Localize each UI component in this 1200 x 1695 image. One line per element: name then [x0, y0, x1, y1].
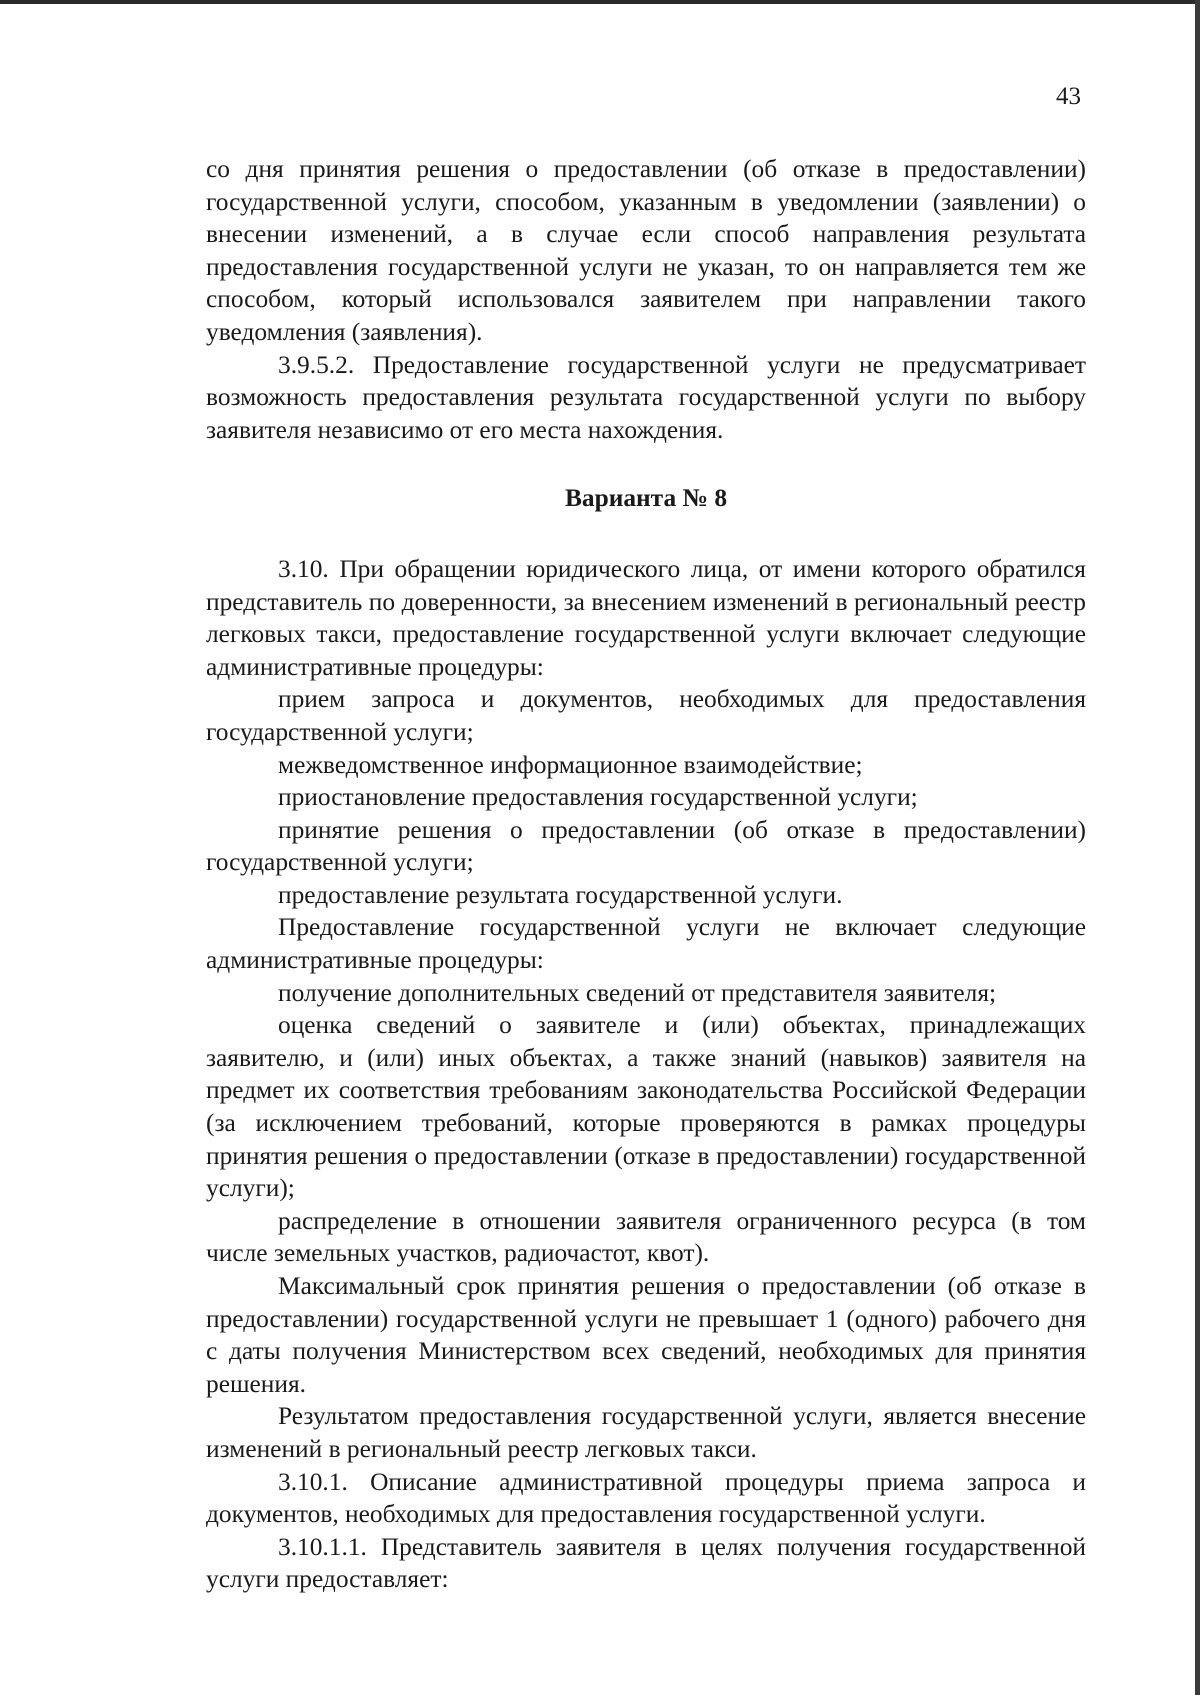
paragraph-max-term: Максимальный срок принятия решения о предоставлении (об отказе в предоставлении) государственной услуги не превышает 1 (одного) рабочего дня с даты получения Министерством всех сведений, необходимых для принятия решения.: [206, 1272, 1086, 1398]
scan-edge-right: [1195, 0, 1200, 1695]
paragraph-3-10-1-1: 3.10.1.1. Представитель заявителя в целях получения государственной услуги предоставляет:: [206, 1532, 1086, 1594]
page-number: 43: [1056, 83, 1081, 110]
list-item: прием запроса и документов, необходимых для предоставления государственной услуги;: [206, 685, 1086, 746]
section-heading: Варианта № 8: [564, 484, 728, 513]
list-item: получение дополнительных сведений от представителя заявителя;: [278, 978, 997, 1007]
list-item: межведомственное информационное взаимодействие;: [278, 750, 863, 779]
list-item: приостановление предоставления государственной услуги;: [278, 783, 918, 812]
list-item: предоставление результата государственной услуги.: [278, 880, 843, 909]
paragraph-excluded-procedures: Предоставление государственной услуги не включает следующие административные процедуры:: [206, 913, 1086, 975]
paragraph-3-10: 3.10. При обращении юридического лица, от имени которого обратился представитель по доверенности, за внесением изменений в региональный реестр легковых такси, предоставление государственной услуги включает следующие административные процедуры:: [206, 554, 1086, 681]
document-body: [206, 153, 1086, 1596]
paragraph-3-9-5-2: 3.9.5.2. Предоставление государственной услуги не предусматривает возможность предоставления результата государственной услуги по выбору заявителя независимо от его места нахождения.: [206, 350, 1086, 444]
scan-edge-top: [0, 0, 1200, 4]
paragraph-3-10-1: 3.10.1. Описание административной процедуры приема запроса и документов, необходимых для предоставления государственной услуги.: [206, 1467, 1086, 1529]
list-item: принятие решения о предоставлении (об отказе в предоставлении) государственной услуги;: [206, 815, 1086, 877]
paragraph-continuation: со дня принятия решения о предоставлении (об отказе в предоставлении) государственной услуги, способом, указанным в уведомлении (заявлении) о внесении изменений, а в случае если способ направления результата предоставления государственной услуги не указан, то он направляется тем же способом, который использовался заявителем при направлении такого уведомления (заявления).: [206, 155, 1086, 346]
list-item: распределение в отношении заявителя ограниченного ресурса (в том числе земельных участков, радиочастот, квот).: [206, 1206, 1086, 1268]
list-item: оценка сведений о заявителе и (или) объектах, принадлежащих заявителю, и (или) иных объектах, а также знаний (навыков) заявителя на предмет их соответствия требованиям законодательства Российской Федерации (за исключением требований, которые проверяются в рамках процедуры принятия решения о предоставлении (отказе в предоставлении) государственной услуги);: [206, 1011, 1086, 1203]
paragraph-result: Результатом предоставления государственной услуги, является внесение изменений в региональный реестр легковых такси.: [206, 1402, 1086, 1463]
